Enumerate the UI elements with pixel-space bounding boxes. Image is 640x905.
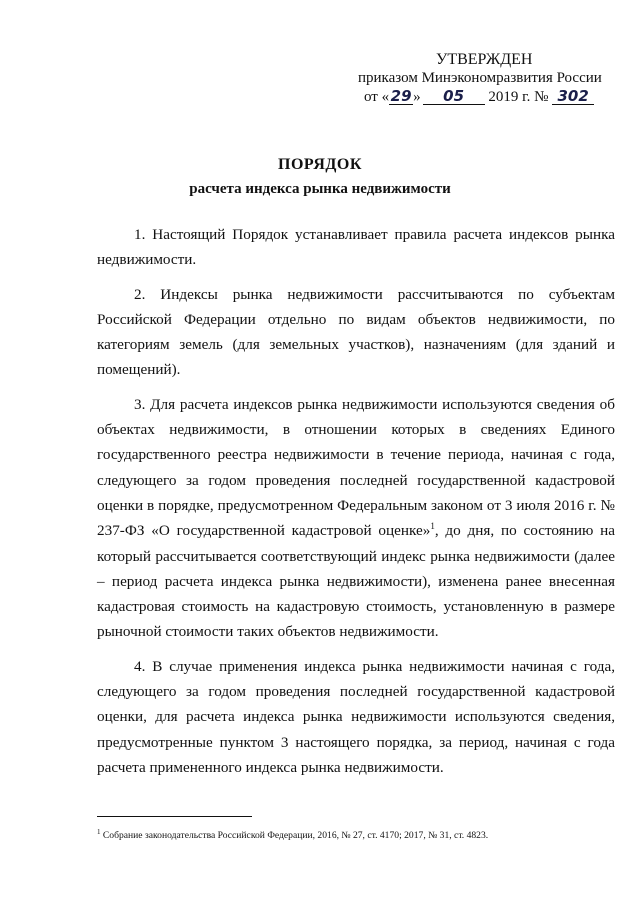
document-body xyxy=(97,222,615,789)
footnote xyxy=(97,826,617,842)
handwritten-month: 05 xyxy=(423,89,485,105)
date-prefix: от « xyxy=(364,89,390,105)
handwritten-order-number: 302 xyxy=(552,89,594,105)
footnote-divider xyxy=(97,816,252,817)
approval-date-line xyxy=(340,88,610,107)
date-year: 2019 г. № xyxy=(484,89,553,105)
paragraph-3-part-b: , до дня, по состоянию на который рассчитывается соответствующий индекс рынка недвижимости (далее – период расчета индекса рынка недвижимости), изменена ранее внесенная кадастровая стоимость на кадастровую стоимость, установленную в размере рыночной стоимости таких объектов недвижимости. xyxy=(97,522,615,641)
paragraph-3 xyxy=(97,392,615,645)
approval-order: приказом Минэкономразвития России xyxy=(358,70,602,86)
handwritten-day: 29 xyxy=(390,87,412,105)
approval-title: УТВЕРЖДЕН xyxy=(436,51,533,68)
approval-stamp xyxy=(340,50,610,107)
document-subtitle: расчета индекса рынка недвижимости xyxy=(189,181,451,197)
footnote-reference: 1 xyxy=(430,521,435,532)
paragraph-1: 1. Настоящий Порядок устанавливает правила расчета индексов рынка недвижимости. xyxy=(97,226,615,269)
footnote-text: Собрание законодательства Российской Федерации, 2016, № 27, ст. 4170; 2017, № 31, ст. 4823. xyxy=(100,830,489,842)
document-heading xyxy=(0,155,640,199)
document-title: ПОРЯДОК xyxy=(278,156,362,173)
paragraph-4: 4. В случае применения индекса рынка недвижимости начиная с года, следующего за годом проведения последней государственной кадастровой оценки, для расчета индекса рынка недвижимости используются сведения, предусмотренные пунктом 3 настоящего порядка, за период, начиная с года расчета примененного индекса рынка недвижимости. xyxy=(97,657,615,776)
date-mid: » xyxy=(413,89,421,105)
footnote-marker: 1 xyxy=(97,828,101,836)
paragraph-3-part-a: 3. Для расчета индексов рынка недвижимости используются сведения об объектах недвижимости, в отношении которых в сведениях Единого государственного реестра недвижимости в течение периода, начиная с года, следующего за годом проведения последней государственной кадастровой оценки в порядке, предусмотренном Федеральным законом от 3 июля 2016 г. № 237-ФЗ «О государственной кадастровой оценке» xyxy=(97,395,615,540)
paragraph-2: 2. Индексы рынка недвижимости рассчитываются по субъектам Российской Федерации отдельно по видам объектов недвижимости, по категориям земель (для земельных участков), назначениям (для зданий и помещений). xyxy=(97,285,615,379)
